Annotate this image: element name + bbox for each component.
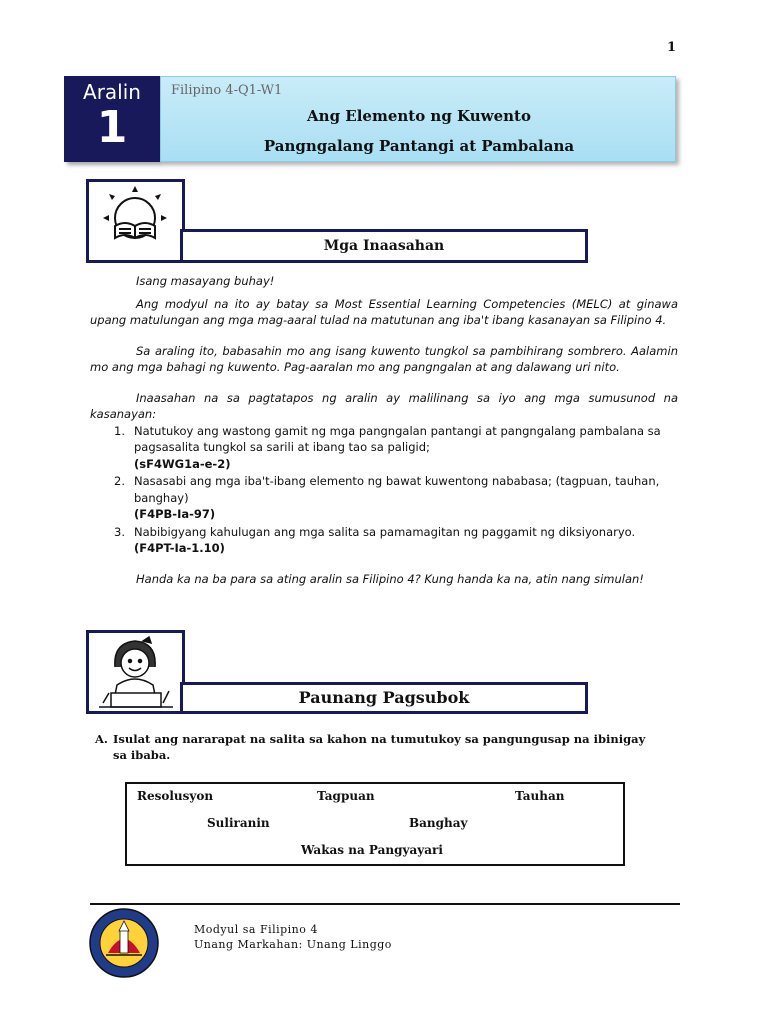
footer-divider (90, 903, 680, 905)
aralin-label: Aralin (83, 80, 141, 104)
word-option: Tagpuan (317, 789, 375, 803)
instruction-letter: A. (95, 732, 108, 746)
objective-text: Nabibigyang kahulugan ang mga salita sa pamamagitan ng paggamit ng diksiyonaryo. (134, 524, 636, 539)
competency-code: (sF4WG1a-e-2) (134, 456, 231, 471)
closing-text: Handa ka na ba para sa ating aralin sa Filipino 4? Kung handa ka na, atin nang simulan! (136, 571, 644, 586)
objective-text: Natutukoy ang wastong gamit ng mga pangngalan pantangi at pangngalang pambalana sa pagsasalita tungkol sa sarili at ibang tao sa paligid; (134, 423, 661, 454)
competency-code: (F4PB-Ia-97) (134, 507, 216, 521)
lesson-subtitle: Pangngalang Pantangi at Pambalana (263, 137, 575, 155)
word-option: Tauhan (515, 789, 565, 803)
aralin-number: 1 (96, 102, 128, 153)
objectives-list (90, 423, 678, 557)
objective-text: Nasasabi ang mga iba't-ibang elemento ng bawat kuwentong nababasa; (tagpuan, tauhan, banghay) (134, 474, 660, 505)
footer-module-info (194, 922, 392, 952)
word-option: Suliranin (207, 816, 270, 830)
page-number: 1 (666, 40, 676, 55)
instruction-text: Isulat ang nararapat na salita sa kahon na tumutukoy sa pangungusap na ibinigay sa ibaba. (113, 732, 646, 762)
footer-line2: Unang Markahan: Unang Linggo (194, 938, 392, 951)
subject-code: Filipino 4-Q1-W1 (171, 83, 283, 98)
lesson-banner (160, 76, 676, 162)
section-heading-inaasahan: Mga Inaasahan (180, 229, 588, 263)
greeting-text: Isang masayang buhay! (136, 274, 275, 288)
list-item: 2. Nasasabi ang mga iba't-ibang elemento ng bawat kuwentong nababasa; (tagpuan, tauhan, banghay) (F4PB-Ia-97) (90, 473, 678, 523)
word-option: Wakas na Pangyayari (301, 843, 443, 857)
list-item: 1. Natutukoy ang wastong gamit ng mga pangngalan pantangi at pangngalang pambalana sa pagsasalita tungkol sa sarili at ibang tao sa paligid; (sF4WG1a-e-2) (90, 423, 678, 473)
division-seal-logo (86, 907, 162, 979)
intro-paragraph: Ang modyul na ito ay batay sa Most Essential Learning Competencies (MELC) at ginawa upang matulungan ang mga mag-aaral tulad na matutunan ang iba't ibang kasanayan sa Filipino 4. (90, 296, 678, 327)
girl-writing-icon (86, 630, 185, 714)
lesson-title: Ang Elemento ng Kuwento (307, 107, 531, 125)
objectives-intro: Inaasahan na sa pagtatapos ng aralin ay malilinang sa iyo ang mga sumusunod na kasanayan: (90, 390, 678, 421)
word-bank-box (125, 782, 625, 866)
footer-line1: Modyul sa Filipino 4 (194, 923, 318, 936)
test-instruction (95, 731, 655, 763)
section-inaasahan-body (90, 273, 678, 601)
competency-code: (F4PT-Ia-1.10) (134, 541, 225, 555)
reading-book-icon (86, 179, 185, 263)
lesson-paragraph: Sa araling ito, babasahin mo ang isang kuwento tungkol sa pambihirang sombrero. Aalamin mo ang mga bahagi ng kuwento. Pag-aaralan mo ang pangngalan at ang dalawang uri nito. (90, 343, 678, 374)
word-option: Banghay (409, 816, 468, 830)
aralin-badge (64, 76, 160, 162)
list-item: 3. Nabibigyang kahulugan ang mga salita sa pamamagitan ng paggamit ng diksiyonaryo. (F4PT-Ia-1.10) (114, 524, 636, 555)
section-heading-pagsubok: Paunang Pagsubok (180, 682, 588, 714)
word-option: Resolusyon (137, 789, 214, 803)
